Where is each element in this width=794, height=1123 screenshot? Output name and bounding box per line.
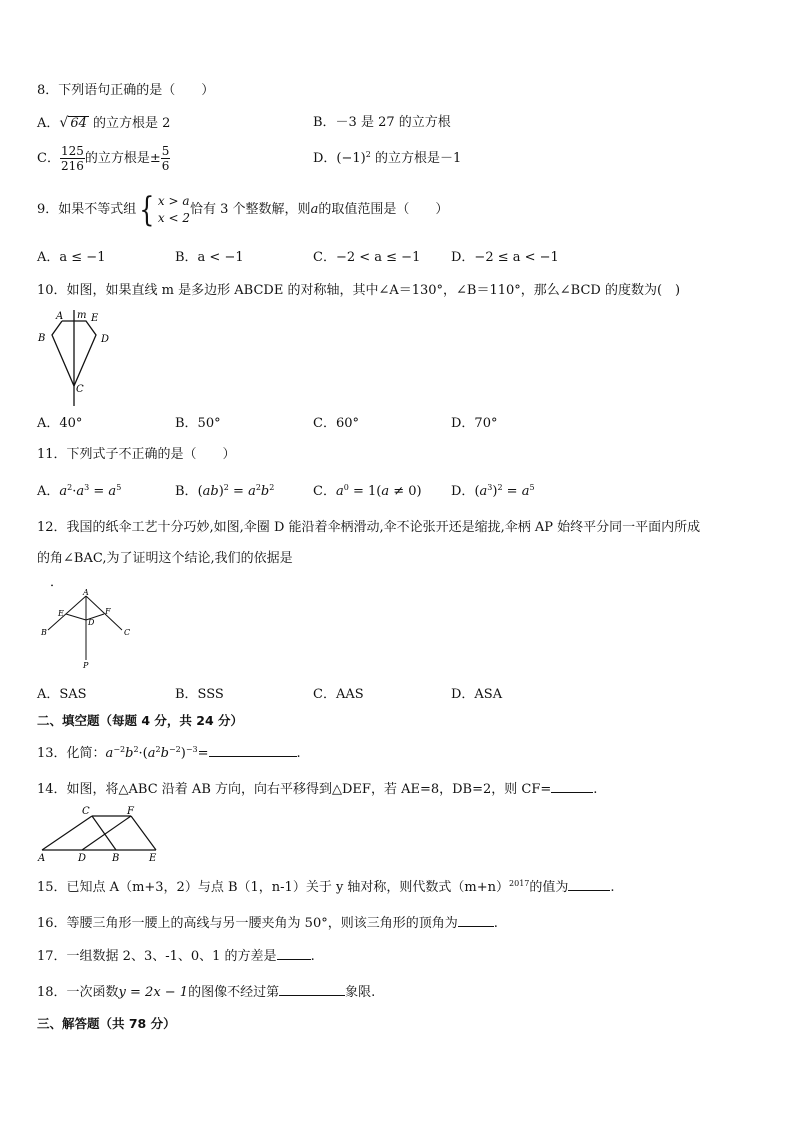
section-2-heading: 二、填空题（每题 4 分，共 24 分） [37,713,244,728]
q13-answer-blank[interactable] [209,744,297,757]
q11-option-c: C．$a^0 = 1(a \ne 0)$ [313,483,422,499]
q9-option-d: D．−2 ≤ a < −1 [451,250,559,265]
q10-figure [34,308,124,408]
q9-option-a: A．a ≤ −1 [37,250,106,265]
q10-option-d: D．70° [451,416,498,431]
q11-option-b: B．$(ab)^2 = a^2b^2$ [175,483,275,499]
q8-stem: 8．下列语句正确的是（ ） [37,83,215,98]
q10-option-b: B．50° [175,416,221,431]
q16: 16．等腰三角形一腰上的高线与另一腰夹角为 50°，则该三角形的顶角为 . [37,916,498,931]
q12-option-b: B．SSS [175,687,224,702]
label-b: B [41,628,47,637]
q14-figure [36,804,166,862]
q13: 13．化简：$a^{-2}b^2\cdot(a^2b^{-2})^{-3}=$ . [37,745,301,761]
q16-answer-blank[interactable] [458,914,494,927]
label-a: A [83,588,89,597]
label-b: B [38,333,46,344]
q14-answer-blank[interactable] [551,780,593,793]
q11-stem: 11．下列式子不正确的是（ ） [37,447,236,462]
q12-option-a: A．SAS [37,687,87,702]
label-e: E [91,313,99,324]
q12-option-c: C．AAS [313,687,364,702]
q8-option-b: B．－3 是 27 的立方根 [313,115,451,130]
q14-stem: 14．如图，将△ABC 沿着 AB 方向，向右平移得到△DEF，若 AE=8，DB=2，则 CF= . [37,782,598,797]
q17: 17．一组数据 2、3、-1、0、1 的方差是 . [37,949,315,964]
q8-option-a: A．√ 64 的立方根是 2 [37,115,171,131]
q8-option-c: C． $\frac{125}{216}$ 的立方根是± $\frac{5}{6}$ [37,144,170,173]
label-c: C [124,628,131,637]
q10-stem: 10．如图，如果直线 m 是多边形 ABCDE 的对称轴，其中∠A＝130°，∠B＝110°，那么∠BCD 的度数为( ) [37,283,681,298]
label-p: P [83,661,89,668]
q12-figure [38,588,138,668]
label-c: C [82,806,90,817]
q17-answer-blank[interactable] [277,947,311,960]
q12-line1: 12．我国的纸伞工艺十分巧妙,如图,伞圈 D 能沿着伞柄滑动,伞不论张开还是缩拢,伞柄 AP 始终平分同一平面内所成 [37,520,701,535]
label-c: C [76,384,84,395]
label-b: B [112,853,120,862]
label-a: A [56,311,64,322]
q12-option-d: D．ASA [451,687,503,702]
q15: 15．已知点 A（m+3，2）与点 B（1，n-1）关于 y 轴对称，则代数式$(m+n)^{2017}$的值为 . [37,879,615,895]
q12-line2: 的角∠BAC,为了证明这个结论,我们的依据是 [37,551,293,566]
q18: 18．一次函数y = 2x − 1的图像不经过第 象限. [37,985,376,1000]
label-e: E [149,853,157,862]
label-d: D [78,853,87,862]
q15-answer-blank[interactable] [568,878,610,891]
q18-answer-blank[interactable] [279,983,345,996]
q10-option-c: C．60° [313,416,359,431]
q9-option-c: C．−2 < a ≤ −1 [313,250,421,265]
label-a: A [38,853,46,862]
q9-stem: 9．如果不等式组{ x > a x < 2 恰有 3 个整数解，则a的取值范围是（ ） [37,189,449,230]
label-d: D [88,618,95,627]
q11-option-d: D．$(a^3)^2 = a^5$ [451,483,535,499]
q8-option-d: D．$(-1)^2$ 的立方根是－1 [313,150,462,166]
section-3-heading: 三、解答题（共 78 分） [37,1016,176,1031]
q11-option-a: A．$a^2\cdot a^3 = a^5$ [37,483,122,499]
label-f: F [105,607,111,616]
label-d: D [101,334,110,345]
q10-option-a: A．40° [37,416,83,431]
label-e: E [58,609,64,618]
q9-option-b: B．a < −1 [175,250,244,265]
label-f: F [127,806,134,817]
q12-dot: ． [50,575,64,590]
label-m: m [77,310,87,321]
